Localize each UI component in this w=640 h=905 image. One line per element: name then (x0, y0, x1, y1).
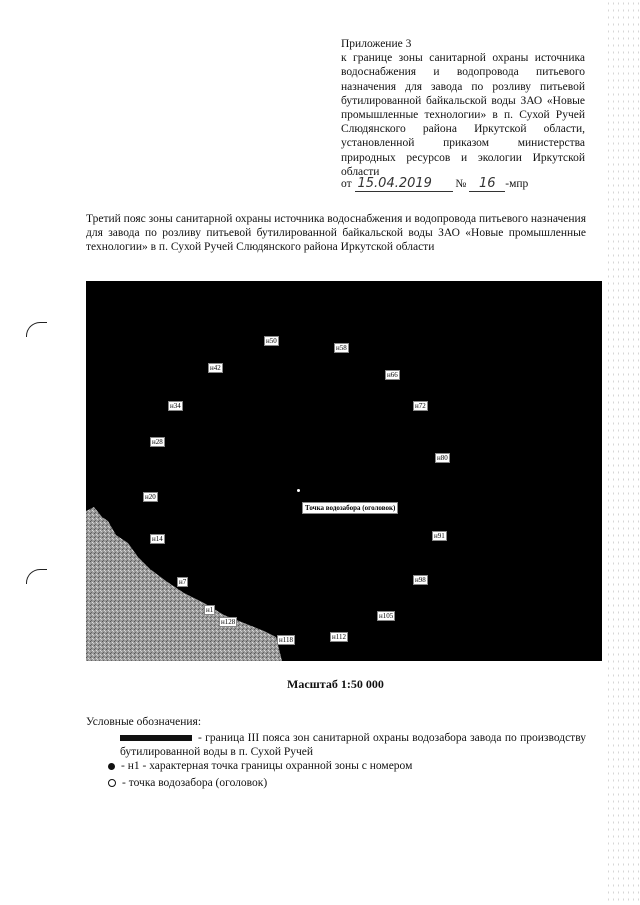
boundary-point-label: н7 (179, 578, 187, 586)
appendix-header (341, 37, 585, 179)
boundary-point-label: н66 (387, 371, 398, 379)
intro-paragraph: Третий пояс зоны санитарной охраны источника водоснабжения и водопровода питьевого назначения для завода по розливу питьевой бутилированной байкальской воды ЗАО «Новые промышленные технологии» в п. Сухой Ручей Слюдянского района Иркутской области (86, 213, 586, 254)
legend-title: Условные обозначения: (86, 716, 202, 728)
scan-edge-noise (606, 0, 640, 905)
legend-boundary-text: - граница III пояса зон санитарной охраны водозабора завода по производству бутилированной воды в п. Сухой Ручей (120, 732, 586, 758)
boundary-point-label: н80 (437, 454, 448, 462)
date-prefix: от (341, 178, 352, 190)
boundary-point-label: н128 (221, 618, 236, 626)
legend-source-text: - точка водозабора (оголовок) (122, 777, 268, 789)
boundary-point-label: н118 (279, 636, 293, 644)
boundary-line-symbol (120, 735, 192, 741)
order-date-line (341, 176, 528, 192)
legend-boundary-item (120, 731, 586, 759)
water-intake-label: Точка водозабора (оголовок) (302, 502, 398, 514)
appendix-text: к границе зоны санитарной охраны источника водоснабжения и водопровода питьевого назначения для завода по розливу питьевой бутилированной байкальской воды ЗАО «Новые промышленные технологии» в п. Сухой Ручей Слюдянского района Иркутской области, установленной приказом министерства природных ресурсов и экологии Иркутской области (341, 52, 585, 178)
boundary-point-symbol (108, 763, 115, 770)
boundary-point-label: н91 (434, 532, 445, 540)
boundary-point-label: н34 (170, 402, 181, 410)
punch-hole-mark-top (26, 322, 47, 337)
water-intake-symbol (108, 779, 116, 787)
number-prefix: № (455, 178, 467, 190)
legend-source-item (108, 777, 267, 789)
map-scale: Масштаб 1:50 000 (287, 677, 384, 691)
handwritten-date: 15.04.2019 (355, 176, 453, 192)
water-intake-point (297, 489, 300, 492)
boundary-point-label: н1 (206, 606, 214, 614)
boundary-point-label: н105 (379, 612, 394, 620)
boundary-point-label: н112 (332, 633, 346, 641)
boundary-point-label: н58 (336, 344, 347, 352)
punch-hole-mark-bottom (26, 569, 47, 584)
handwritten-number: 16 (469, 176, 505, 192)
legend-point-item (108, 760, 412, 772)
boundary-point-label: н28 (152, 438, 163, 446)
boundary-point-label: н14 (152, 535, 163, 543)
map-graphic (86, 281, 602, 661)
boundary-point-label: н50 (266, 337, 277, 345)
zone-map (86, 281, 602, 661)
boundary-point-label: н98 (415, 576, 426, 584)
boundary-point-label: н42 (210, 364, 221, 372)
boundary-point-label: н72 (415, 402, 426, 410)
number-suffix: -мпр (505, 178, 529, 190)
legend-point-text: - н1 - характерная точка границы охранной зоны с номером (121, 760, 413, 772)
appendix-heading: Приложение 3 (341, 38, 412, 50)
boundary-point-label: н20 (145, 493, 156, 501)
